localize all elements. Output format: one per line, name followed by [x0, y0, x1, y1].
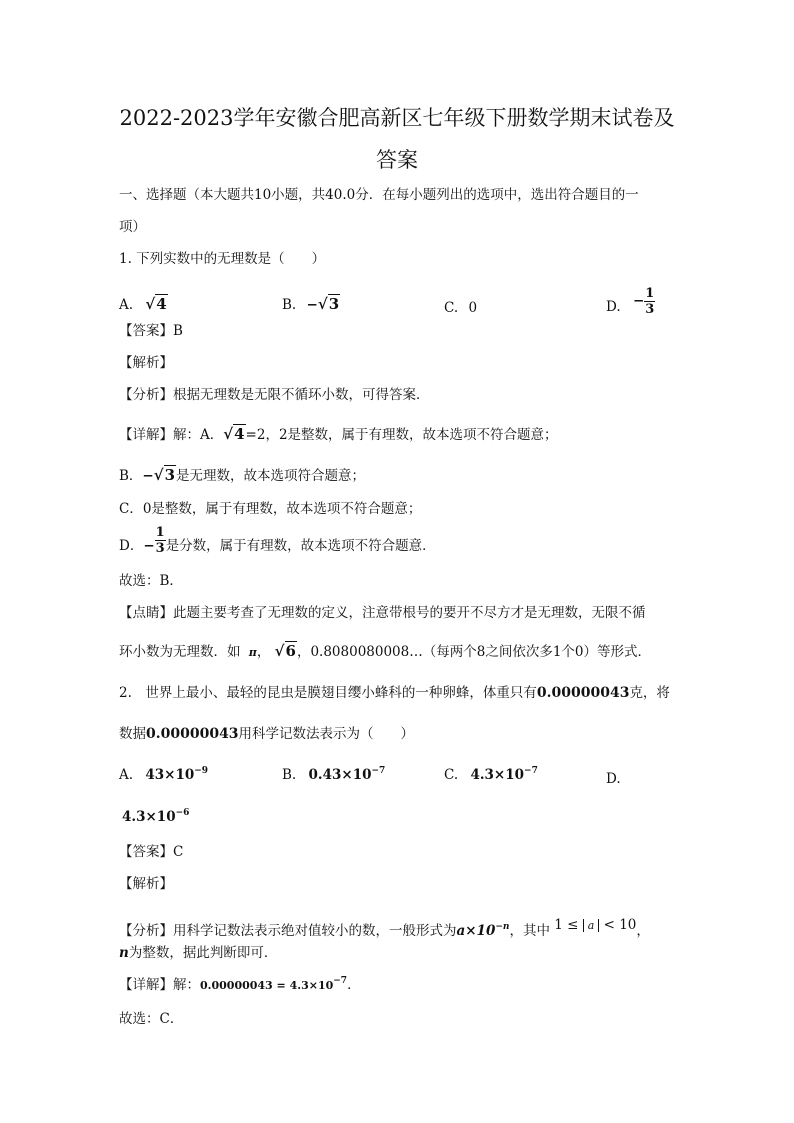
fenxi-text: 为整数，据此判断即可． [128, 945, 278, 961]
q1-stem: 1. 下列实数中的无理数是（ ） [119, 251, 326, 267]
option-label: D. [606, 299, 621, 315]
section-heading: 一、选择题（本大题共10小题，共40.0分．在每小题列出的选项中，选出符合题目的一 [119, 187, 639, 203]
minus-sign: − [632, 293, 645, 309]
q2-option-b [282, 766, 385, 784]
pi-symbol: π [248, 646, 257, 659]
stem-number: 0.00000043 [146, 726, 239, 742]
q1-detail-b [119, 466, 365, 485]
q1-fenxi: 【分析】根据无理数是无限不循环小数，可得答案． [119, 387, 430, 403]
dianjing-text: ，0.8080080008…（每两个8之间依次多1个0）等形式． [296, 644, 651, 660]
q1-option-b [282, 295, 340, 314]
q2-answer: 【答案】C [119, 844, 184, 860]
stem-text: 数据 [119, 726, 146, 742]
detail-prefix: B． [119, 468, 143, 484]
q1-detail-d [119, 526, 436, 555]
option-value: 4.3×10 [122, 809, 176, 825]
fenxi-text: 【分析】用科学记数法表示绝对值较小的数，一般形式为 [119, 923, 457, 939]
detail-text: =2，2是整数，属于有理数，故本选项不符合题意； [245, 427, 558, 443]
q1-option-d [606, 287, 655, 316]
option-value: 4.3×10 [470, 767, 525, 783]
radicand: 6 [285, 642, 296, 660]
q2-option-a [119, 766, 208, 784]
form-a: a×10 [456, 923, 496, 939]
q1-analysis-head: 【解析】 [119, 355, 173, 371]
page-title: 2022-2023学年安徽合肥高新区七年级下册数学期末试卷及 [119, 106, 675, 130]
comma: ， [256, 644, 271, 660]
detail-text: 是分数，属于有理数，故本选项不符合题意． [165, 538, 436, 554]
stem-number: 0.00000043 [536, 685, 630, 701]
option-label: A. [119, 297, 134, 313]
fraction [644, 287, 655, 316]
radicand: 3 [164, 466, 176, 484]
stem-text: 2. 世界上最小、最轻的昆虫是膜翅目缨小蜂科的一种卵蜂，体重只有 [119, 685, 537, 701]
denominator: 3 [155, 541, 165, 556]
sqrt-expression: √6 [274, 642, 296, 660]
minus-sign: − [306, 297, 318, 313]
dianjing-text: 环小数为无理数．如 [119, 644, 241, 660]
inequality-right: < 10 [603, 917, 637, 933]
q1-choose: 故选：B． [119, 573, 183, 589]
q2-stem-cont [119, 725, 414, 743]
radicand: 4 [234, 425, 245, 443]
radicand: 3 [328, 295, 340, 313]
q1-dianjing-cont [119, 642, 651, 662]
stem-text: 克，将 [629, 685, 670, 701]
detail-text: ． [347, 977, 361, 993]
fraction [155, 526, 166, 555]
q1-answer: 【答案】B [119, 323, 183, 339]
option-label: C. [444, 300, 459, 316]
exponent: −7 [371, 766, 386, 776]
sqrt-expression: √3 [317, 295, 340, 313]
sqrt-expression: √4 [223, 425, 245, 443]
q1-detail-c: C．0是整数，属于有理数，故本选项不符合题意； [119, 501, 422, 517]
page-title-line2: 答案 [376, 148, 418, 172]
option-value: 0.43×10 [308, 767, 372, 783]
q2-fenxi-cont [119, 944, 277, 962]
numerator: 1 [155, 525, 165, 540]
exponent: −7 [333, 976, 348, 986]
variable-n: n [119, 945, 129, 961]
numerator: 1 [645, 286, 655, 301]
minus-sign: − [143, 538, 155, 554]
denominator: 3 [645, 302, 655, 317]
exponent: −n [495, 922, 510, 932]
q2-detail [119, 976, 361, 995]
exponent: −7 [524, 766, 538, 776]
fenxi-text: ， [636, 923, 650, 939]
exponent: −6 [175, 808, 190, 818]
detail-prefix: 【详解】解： [119, 977, 200, 993]
option-label: B. [282, 767, 297, 783]
sqrt-expression: √4 [145, 295, 167, 313]
q2-fenxi [119, 916, 650, 940]
q1-option-c [444, 299, 477, 317]
section-heading-cont: 项） [119, 219, 146, 235]
option-label: B. [282, 297, 297, 313]
detail-prefix: 【详解】解：A． [119, 427, 224, 443]
q1-option-a [119, 295, 168, 314]
option-value: 0 [468, 300, 478, 316]
q2-stem [119, 684, 670, 702]
radicand: 4 [156, 295, 167, 313]
option-label: A. [119, 767, 134, 783]
minus-sign: − [142, 468, 154, 484]
inequality-left: 1 ≤ [554, 917, 579, 933]
q2-choose: 故选：C． [119, 1011, 184, 1027]
abs-a: a [583, 919, 600, 932]
q1-dianjing: 【点睛】此题主要考查了无理数的定义，注意带根号的要开不尽方才是无理数，无限不循 [119, 605, 646, 621]
fenxi-text: ，其中 [509, 923, 550, 939]
q2-option-d-label: D. [606, 771, 621, 787]
detail-text: 是无理数，故本选项符合题意； [176, 468, 366, 484]
detail-equation: 0.00000043 = 4.3×10 [200, 979, 334, 992]
q2-analysis-head: 【解析】 [119, 876, 173, 892]
option-value: 43×10 [145, 767, 195, 783]
option-label: C. [444, 767, 459, 783]
q1-detail-a [119, 425, 558, 444]
sqrt-expression: √3 [153, 466, 176, 484]
stem-text: 用科学记数法表示为（ ） [238, 726, 415, 742]
q2-option-c [444, 766, 538, 784]
detail-prefix: D． [119, 538, 144, 554]
q2-option-d [122, 808, 189, 826]
exponent: −9 [194, 766, 209, 776]
